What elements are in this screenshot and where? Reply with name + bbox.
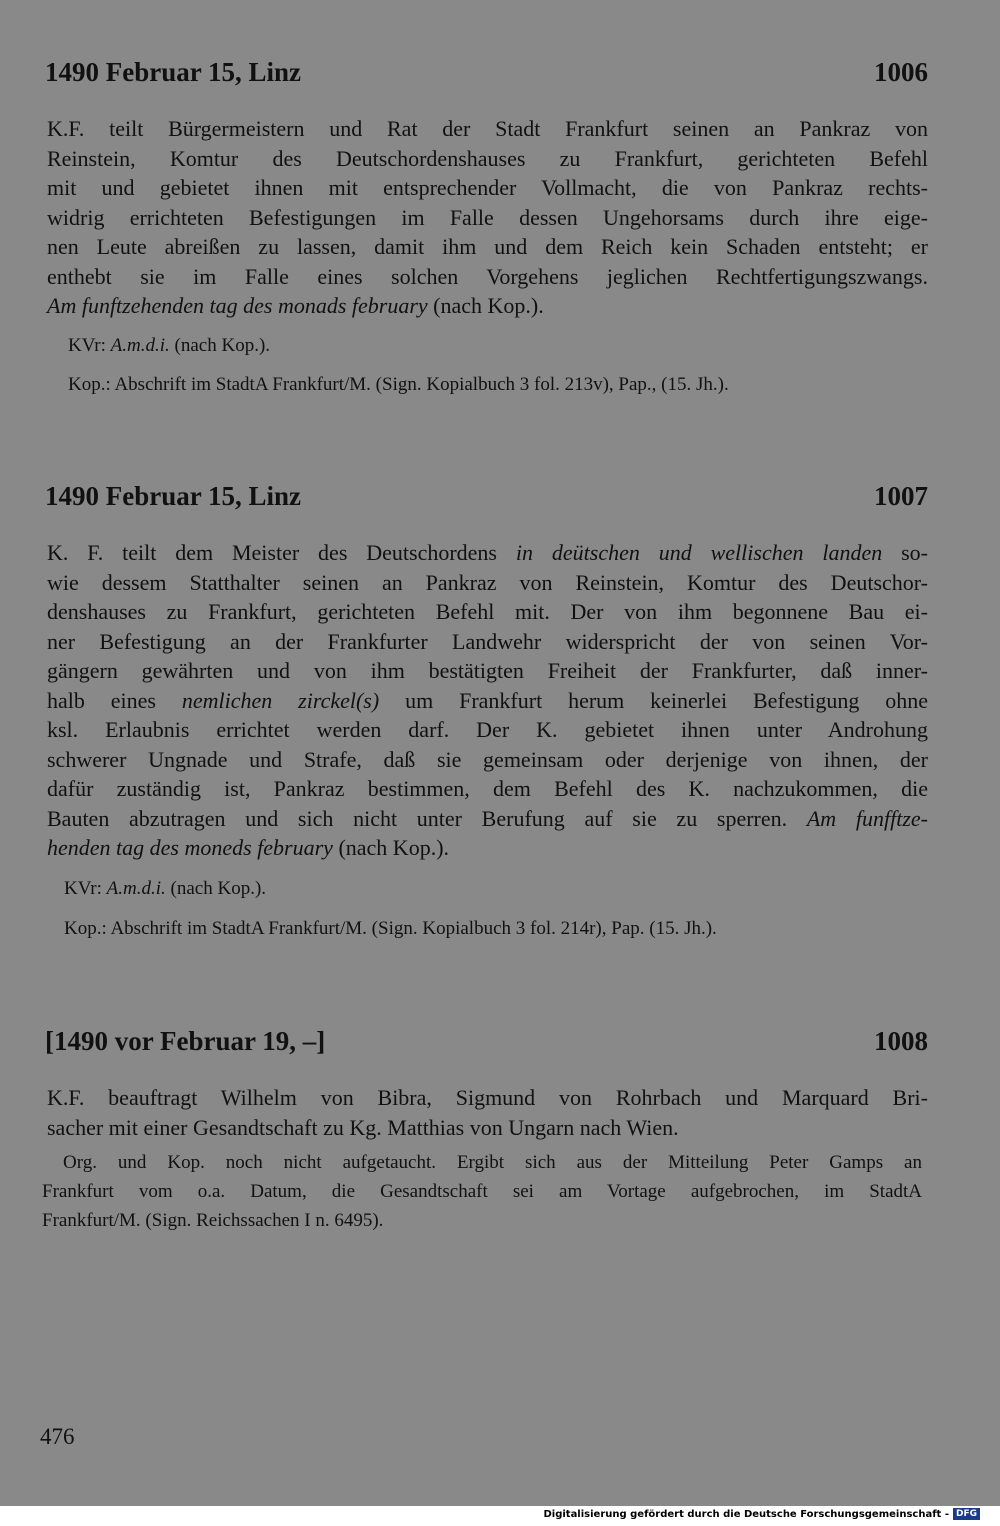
text-segment: Am funftzehenden tag des monads february (47, 293, 428, 318)
footer (543, 1508, 980, 1520)
text-line (64, 914, 717, 943)
text-line (47, 262, 928, 292)
entry-date-place: 1490 Februar 15, Linz (45, 57, 301, 87)
entry-heading (45, 480, 928, 512)
text-line (47, 745, 928, 775)
text-line (47, 173, 928, 203)
text-segment: A.m.d.i. (106, 878, 166, 899)
page-number: 476 (40, 1424, 75, 1449)
entry-note (68, 370, 729, 399)
entry-number: 1007 (874, 481, 928, 511)
text-segment: Org. und Kop. noch nicht aufgetaucht. Ergibt sich aus der Mitteilung Peter Gamps an (63, 1152, 922, 1173)
entry-heading (45, 1025, 928, 1057)
text-segment: Am funfftze- (806, 805, 928, 831)
text-segment: Kop.: Abschrift im StadtA Frankfurt/M. (Sign. Kopialbuch 3 fol. 214r), Pap. (15. Jh.). (64, 918, 717, 939)
text-segment: Frankfurt vom o.a. Datum, die Gesandtschaft sei am Vortage aufgebrochen, im StadtA (42, 1181, 922, 1202)
text-line (64, 874, 266, 903)
text-segment: Frankfurt/M. (Sign. Reichssachen I n. 6495). (42, 1210, 384, 1231)
text-segment: K.F. beauftragt Wilhelm von Bibra, Sigmund von Rohrbach und Marquard Bri- (47, 1085, 928, 1110)
text-segment: K.F. teilt Bürgermeistern und Rat der Stadt Frankfurt seinen an Pankraz von (47, 116, 928, 141)
text-line (47, 1083, 928, 1113)
text-line (47, 656, 928, 686)
text-line (47, 1113, 928, 1143)
text-line (42, 1148, 922, 1177)
text-segment: halb eines (47, 687, 182, 713)
entry-summary (47, 114, 928, 321)
text-segment: widrig errichteten Befestigungen im Falle dessen Ungehorsams durch ihre eige- (47, 204, 928, 230)
entry-number: 1008 (874, 1026, 928, 1056)
text-segment: nemlichen zirckel(s) (181, 687, 380, 713)
text-segment: sacher mit einer Gesandtschaft zu Kg. Matthias von Ungarn nach Wien. (47, 1114, 679, 1140)
dfg-logo: DFG (953, 1508, 980, 1520)
entry-summary (47, 1083, 928, 1142)
text-segment: Kop.: Abschrift im StadtA Frankfurt/M. (Sign. Kopialbuch 3 fol. 213v), Pap., (15. Jh.). (68, 374, 729, 395)
text-line (47, 144, 928, 174)
text-line (47, 203, 928, 233)
text-segment: (nach Kop.). (332, 835, 450, 860)
text-line (47, 627, 928, 657)
text-line (47, 291, 928, 321)
text-line (68, 370, 729, 399)
text-segment: um Frankfurt herum keinerlei Befestigung ohne (379, 687, 928, 713)
text-segment: (nach Kop.). (427, 293, 544, 318)
text-segment: (nach Kop.). (165, 878, 267, 899)
text-segment: enthebt sie im Falle eines solchen Vorgehens jeglichen Rechtfertigungszwangs. (47, 263, 928, 289)
entry-note (64, 914, 717, 943)
text-line (42, 1206, 922, 1235)
text-line (47, 804, 928, 834)
text-segment: (nach Kop.). (169, 335, 271, 356)
text-line (68, 331, 270, 360)
text-segment: schwerer Ungnade und Strafe, daß sie gemeinsam oder derjenige von ihnen, der (47, 746, 928, 772)
text-segment: Reinstein, Komtur des Deutschordenshauses zu Frankfurt, gerichteten Befehl (47, 145, 928, 171)
text-segment: dafür zuständig ist, Pankraz bestimmen, dem Befehl des K. nachzukommen, die (47, 776, 928, 801)
text-segment: denshauses zu Frankfurt, gerichteten Befehl mit. Der von ihm begonnene Bau ei- (47, 599, 928, 624)
text-segment: in deütschen und wellischen landen (515, 540, 883, 565)
text-segment: ner Befestigung an der Frankfurter Landwehr widerspricht der von seinen Vor- (47, 628, 928, 654)
text-line (47, 538, 928, 568)
footer-text: Digitalisierung gefördert durch die Deutsche Forschungsgemeinschaft - (543, 1508, 949, 1520)
text-line (47, 774, 928, 804)
text-line (47, 232, 928, 262)
entry-date-place: 1490 Februar 15, Linz (45, 481, 301, 511)
text-segment: mit und gebietet ihnen mit entsprechender Vollmacht, die von Pankraz rechts- (47, 175, 928, 200)
text-segment: nen Leute abreißen zu lassen, damit ihm und dem Reich kein Schaden entsteht; er (47, 234, 928, 259)
text-segment: KVr: (68, 335, 111, 356)
entry-date-place: [1490 vor Februar 19, –] (45, 1026, 326, 1056)
entry-heading (45, 56, 928, 88)
text-line (47, 715, 928, 745)
text-segment: gängern gewährten und von ihm bestätigten Freiheit der Frankfurter, daß inner- (47, 658, 928, 683)
text-segment: so- (882, 540, 929, 565)
text-segment: KVr: (64, 878, 107, 899)
text-segment: henden tag des moneds february (47, 835, 333, 860)
text-segment: Bauten abzutragen und sich nicht unter Berufung auf sie zu sperren. (47, 805, 807, 831)
text-line (42, 1177, 922, 1206)
entry-note (64, 874, 266, 903)
text-line (47, 686, 928, 716)
text-line (47, 568, 928, 598)
entry-number: 1006 (874, 57, 928, 87)
text-segment: wie dessem Statthalter seinen an Pankraz von Reinstein, Komtur des Deutschor- (47, 569, 928, 595)
text-line (47, 114, 928, 144)
entry-note (68, 331, 270, 360)
text-segment: ksl. Erlaubnis errichtet werden darf. Der K. gebietet ihnen unter Androhung (47, 717, 928, 742)
entry-summary (47, 538, 928, 863)
text-segment: K. F. teilt dem Meister des Deutschordens (47, 540, 516, 565)
text-line (47, 597, 928, 627)
entry-note (42, 1148, 922, 1235)
text-segment: A.m.d.i. (110, 335, 170, 356)
text-line (47, 833, 928, 863)
